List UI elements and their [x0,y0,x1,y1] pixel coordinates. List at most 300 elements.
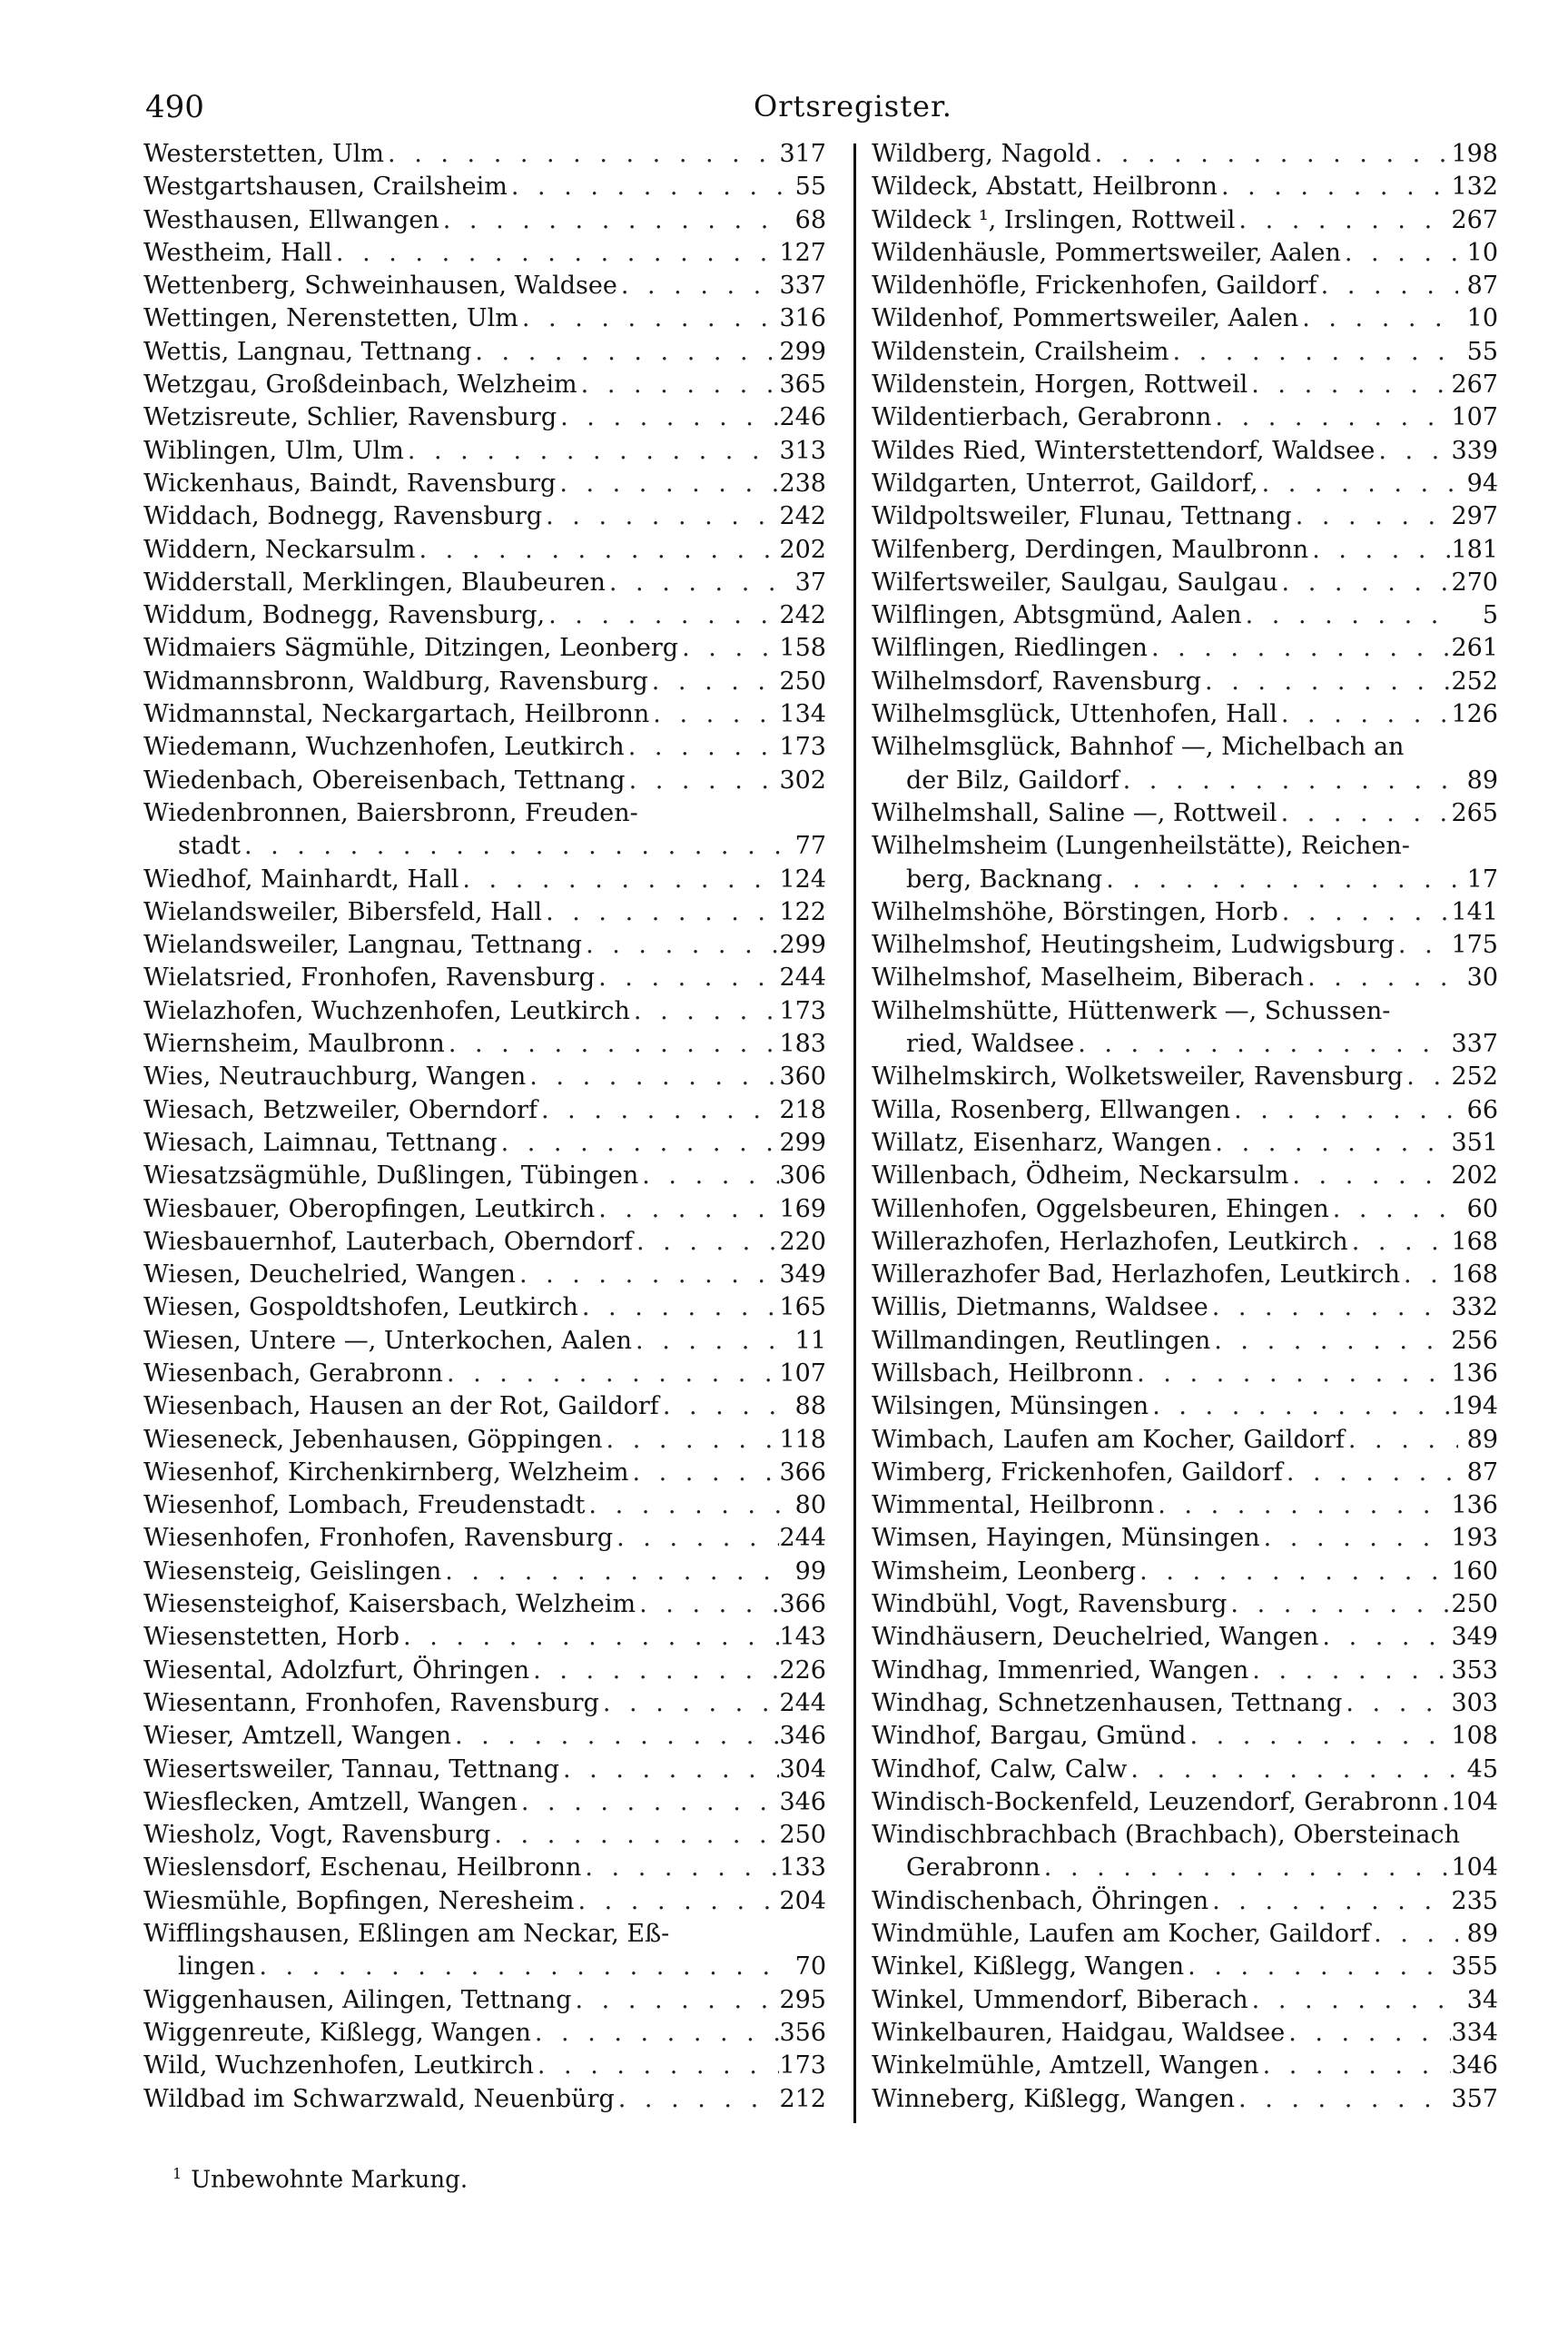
dot-leader [636,1588,779,1621]
entry-page: 250 [1451,1590,1498,1619]
entry-name: Wimbach, Laufen am Kocher, Gaildorf [872,1425,1345,1454]
index-entry [143,1291,826,1324]
dot-leader [1133,1358,1451,1390]
dot-leader [599,1687,780,1720]
index-entry [872,369,1498,401]
dot-leader [439,204,786,237]
index-entry [872,1193,1498,1226]
index-entry [143,962,826,994]
dot-leader [1184,1951,1451,1983]
entry-page: 132 [1451,173,1498,202]
index-entry [872,1786,1498,1819]
entry-page: 126 [1451,700,1498,729]
entry-name: Wiesenbach, Gerabronn [143,1359,443,1388]
dot-leader [1278,896,1452,929]
index-entry [143,731,826,764]
entry-page: 366 [779,1458,826,1487]
entry-name: Wiesatzsägmühle, Dußlingen, Tübingen [143,1161,639,1191]
index-entry [872,1720,1498,1753]
entry-name: Wies, Neutrauchburg, Wangen [143,1062,527,1092]
entry-name: Wimsen, Hayingen, Münsingen [872,1524,1260,1553]
index-entry [143,896,826,929]
index-entry [872,797,1498,830]
dot-leader [1318,1621,1451,1654]
entry-page: 306 [779,1161,826,1191]
dot-leader [508,171,786,203]
entry-page: 242 [779,502,826,531]
dot-leader [545,599,779,632]
index-entry [872,1160,1498,1192]
index-entry [143,1325,826,1358]
index-entry [872,698,1498,731]
entry-name: Wildenhäusle, Pommertsweiler, Aalen [872,238,1341,267]
entry-name: Winneberg, Kißlegg, Wangen [872,2084,1236,2113]
entry-name: Wiesental, Adolzfurt, Öhringen [143,1655,530,1685]
entry-page: 193 [1451,1524,1498,1553]
entry-page: 365 [779,371,826,400]
dot-leader [451,1720,779,1753]
dot-leader [1400,1259,1451,1291]
index-entry [872,1984,1498,2017]
dot-leader [638,1160,779,1192]
entry-page: 165 [779,1293,826,1322]
index-entry [143,1720,826,1753]
dot-leader [516,1259,780,1291]
dot-leader [1259,2050,1452,2082]
entry-name: Willa, Rosenberg, Ellwangen [872,1095,1231,1124]
footnote [173,2165,468,2194]
entry-name: Wilflingen, Abtsgmünd, Aalen [872,601,1242,630]
dot-leader [559,1754,779,1786]
dot-leader [632,1325,786,1358]
entry-name: Wiesholz, Vogt, Ravensburg [143,1821,491,1850]
index-entry [872,1390,1498,1423]
index-entry [143,666,826,698]
index-entry [143,1852,826,1884]
index-column-left [143,138,826,2116]
entry-name: Wilfenberg, Derdingen, Maulbronn [872,535,1309,564]
entry-name: Windmühle, Laufen am Kocher, Gaildorf [872,1920,1371,1949]
index-entry [872,237,1498,270]
index-entry [143,237,826,270]
entry-page: 346 [779,1787,826,1816]
entry-page: 250 [779,667,826,696]
entry-page: 169 [779,1194,826,1223]
dot-leader [531,2017,780,2050]
entry-name: Wild, Wuchzenhofen, Leutkirch [143,2051,534,2080]
entry-name: Widdach, Bodnegg, Ravensburg [143,502,543,531]
dot-leader [1235,204,1451,237]
entry-name: Wildgarten, Unterrot, Gaildorf, [872,469,1258,498]
entry-name-continuation: lingen [178,1952,256,1981]
entry-name: Wiesmühle, Bopfingen, Neresheim [143,1886,575,1915]
entry-page: 302 [779,766,826,795]
index-entry [143,500,826,533]
dot-leader [445,1028,780,1061]
index-entry [143,171,826,203]
entry-page: 244 [779,1524,826,1553]
index-entry [143,1061,826,1093]
dot-leader [1119,765,1458,797]
entry-page: 136 [1451,1491,1498,1520]
entry-name: Wiesenhofen, Fronhofen, Ravensburg [143,1524,614,1553]
entry-page: 134 [779,700,826,729]
dot-leader [628,1457,779,1489]
entry-page: 141 [1451,897,1498,926]
dot-leader [1102,864,1458,896]
index-entry [143,1621,826,1654]
entry-name: Widmannstal, Neckargartach, Heilbronn [143,700,650,729]
entry-name: Wettis, Langnau, Tettnang [143,337,472,366]
entry-name: Winkelmühle, Amtzell, Wangen [872,2051,1259,2080]
dot-leader [1304,962,1458,994]
entry-name: Wildenhöfle, Frickenhofen, Gaildorf [872,272,1317,301]
entry-name: Wildes Ried, Winterstettendorf, Waldsee [872,436,1376,465]
index-entry [872,1457,1498,1489]
dot-leader [595,962,779,994]
entry-name: Widdum, Bodnegg, Ravensburg, [143,601,546,630]
dot-leader [678,632,779,665]
dot-leader [1148,632,1452,665]
index-entry [872,500,1498,533]
entry-name: Wiggenreute, Kißlegg, Wangen [143,2018,531,2047]
index-entry [872,1226,1498,1259]
index-entry [872,435,1498,468]
entry-name: Widmannsbronn, Waldburg, Ravensburg [143,667,648,696]
dot-leader [1317,270,1458,302]
dot-leader [518,302,780,335]
entry-name: Winkel, Ummendorf, Biberach [872,1985,1248,2014]
entry-name: Wiernsheim, Maulbronn [143,1030,445,1059]
index-entry [872,204,1498,237]
dot-leader [1074,1028,1451,1061]
entry-name: Wilhelmshall, Saline —, Rottweil [872,798,1277,827]
entry-page: 55 [1466,337,1498,366]
entry-name: Wilhelmshöhe, Börstingen, Horb [872,897,1278,926]
entry-name: Wildentierbach, Gerabronn [872,403,1212,432]
page-title: Ortsregister. [754,89,952,124]
entry-page: 45 [1466,1754,1498,1784]
entry-name: Windhag, Immenried, Wangen [872,1655,1249,1685]
entry-page: 317 [779,140,826,168]
index-entry [143,698,826,731]
index-entry [143,1226,826,1259]
index-entry-continuation [872,864,1498,896]
dot-leader [459,864,779,896]
footnote-text: Unbewohnte Markung. [191,2166,468,2194]
entry-name: Wiesach, Betzweiler, Oberndorf [143,1095,537,1124]
entry-page: 143 [779,1623,826,1652]
index-entry [872,962,1498,994]
dot-leader [1247,369,1451,401]
index-entry [872,1951,1498,1983]
entry-name-continuation: der Bilz, Gaildorf [906,766,1119,795]
index-entry [872,1588,1498,1621]
entry-page: 261 [1451,634,1498,663]
entry-name: Wiedhof, Mainhardt, Hall [143,865,459,894]
dot-leader [1260,1522,1452,1555]
dot-leader [1211,1127,1451,1160]
dot-leader [1154,1489,1451,1522]
dot-leader [255,1951,786,1983]
dot-leader [534,2050,780,2082]
entry-name: Wettingen, Nerenstetten, Ulm [143,304,518,333]
entry-name: Wielatsried, Fronhofen, Ravensburg [143,964,596,993]
index-entry [872,1358,1498,1390]
index-entry [143,435,826,468]
dot-leader [1277,797,1452,830]
entry-name: Willenbach, Ödheim, Neckarsulm [872,1161,1289,1191]
entry-page: 212 [779,2084,826,2113]
index-entry [872,2083,1498,2116]
entry-name-continuation: berg, Backnang [906,865,1103,894]
index-entry [872,1621,1498,1654]
index-entry [143,369,826,401]
index-entry [143,1028,826,1061]
index-entry [143,1390,826,1423]
entry-page: 265 [1451,798,1498,827]
entry-name: Wilhelmsglück, Uttenhofen, Hall [872,700,1277,729]
entry-name: Windischbrachbach (Brachbach), Obersteinach [872,1821,1460,1850]
dot-leader [542,896,779,929]
entry-name: Windischenbach, Öhringen [872,1886,1209,1915]
entry-name: Wiesflecken, Amtzell, Wangen [143,1787,518,1816]
entry-name: Wildenstein, Crailsheim [872,337,1169,366]
entry-name: Windisch-Bockenfeld, Leuzendorf, Gerabronn [872,1787,1439,1816]
column-divider [853,143,856,2123]
index-entry [143,270,826,302]
entry-page: 104 [1451,1853,1498,1883]
dot-leader [557,401,779,434]
index-entry [872,1522,1498,1555]
dot-leader [1040,1852,1452,1884]
dot-leader [1248,1655,1451,1687]
entry-name: Willerazhofer Bad, Herlazhofen, Leutkirch [872,1260,1401,1290]
index-entry-continuation [872,765,1498,797]
entry-name: Westhausen, Ellwangen [143,205,439,234]
entry-page: 220 [779,1227,826,1256]
entry-name-continuation: ried, Waldsee [906,1030,1075,1059]
entry-name: Wiesertsweiler, Tannau, Tettnang [143,1754,559,1784]
entry-page: 334 [1451,2018,1498,2047]
entry-name: Wildenstein, Horgen, Rottweil [872,371,1248,400]
entry-page: 198 [1451,140,1498,168]
entry-name: Wilhelmsglück, Bahnhof —, Michelbach an [872,733,1405,762]
entry-page: 127 [779,238,826,267]
entry-name: Windbühl, Vogt, Ravensburg [872,1590,1228,1619]
dot-leader [581,1852,779,1884]
index-entry [143,1127,826,1160]
dot-leader [1395,929,1452,962]
entry-page: 94 [1466,469,1498,498]
index-entry [872,336,1498,369]
index-entry [143,1160,826,1192]
index-entry [872,2050,1498,2082]
dot-leader [1201,666,1451,698]
index-entry [143,138,826,171]
entry-page: 11 [794,1326,826,1355]
dot-leader [582,929,779,962]
entry-page: 10 [1466,304,1498,333]
entry-page: 246 [779,403,826,432]
index-entry [143,1885,826,1918]
dot-leader [1230,1094,1458,1127]
entry-name: Wiedemann, Wuchzenhofen, Leutkirch [143,733,625,762]
entry-name: Wielandsweiler, Langnau, Tettnang [143,931,583,960]
entry-page: 299 [779,931,826,960]
index-entry [143,1358,826,1390]
index-entry [872,731,1498,764]
entry-name: Wiesen, Gospoldtshofen, Leutkirch [143,1293,578,1322]
entry-name: Wimmental, Heilbronn [872,1491,1155,1520]
dot-leader [1278,567,1452,599]
entry-name: Wilfertsweiler, Saulgau, Saulgau [872,568,1278,597]
entry-page: 89 [1466,1425,1498,1454]
index-entry [143,1259,826,1291]
entry-page: 250 [779,1821,826,1850]
index-entry [143,797,826,830]
index-entry [872,1291,1498,1324]
entry-name: Wiesach, Laimnau, Tettnang [143,1128,498,1157]
entry-name: Wieseneck, Jebenhausen, Göppingen [143,1425,603,1454]
dot-leader [603,1424,780,1457]
dot-leader [625,731,780,764]
entry-page: 355 [1451,1952,1498,1981]
dot-leader [1218,171,1452,203]
dot-leader [1169,336,1458,369]
index-entry [143,401,826,434]
dot-leader [518,1786,780,1819]
index-entry [143,599,826,632]
index-entry [143,468,826,500]
dot-leader [615,2083,780,2116]
entry-name: Wiesentann, Fronhofen, Ravensburg [143,1688,599,1717]
dot-leader [1438,1786,1451,1819]
entry-page: 108 [1451,1722,1498,1751]
entry-name: Wilsingen, Münsingen [872,1392,1149,1421]
dot-leader [443,1358,780,1390]
entry-page: 107 [779,1359,826,1388]
entry-page: 55 [794,173,826,202]
dot-leader [1210,1325,1451,1358]
index-column-right [872,138,1498,2116]
index-entry [143,632,826,665]
entry-page: 104 [1451,1787,1498,1816]
index-entry [143,1786,826,1819]
index-entry [872,1424,1498,1457]
dot-leader [574,1885,779,1918]
entry-name: Willenhofen, Oggelsbeuren, Ehingen [872,1194,1329,1223]
entry-page: 244 [779,964,826,993]
entry-name: Windhag, Schnetzenhausen, Tettnang [872,1688,1343,1717]
index-entry [143,567,826,599]
entry-page: 194 [1451,1392,1498,1421]
dot-leader [416,534,780,567]
entry-page: 17 [1466,865,1498,894]
entry-name: Wilhelmshof, Maselheim, Biberach [872,964,1305,993]
entry-page: 118 [779,1425,826,1454]
index-entry [872,1127,1498,1160]
entry-page: 68 [794,205,826,234]
dot-leader [1277,698,1452,731]
entry-name: Wiesenhof, Lombach, Freudenstadt [143,1491,586,1520]
dot-leader [1136,1556,1451,1588]
index-entry [872,270,1498,302]
index-entry [872,302,1498,335]
entry-name: Wetzisreute, Schlier, Ravensburg [143,403,557,432]
index-entry [143,1489,826,1522]
index-entry [872,599,1498,632]
dot-leader [498,1127,780,1160]
dot-leader [633,1226,779,1259]
index-entry [143,1424,826,1457]
entry-page: 107 [1451,403,1498,432]
entry-name: Willmandingen, Reutlingen [872,1326,1211,1355]
dot-leader [1298,302,1458,335]
entry-name-continuation: stadt [178,832,241,861]
index-entry [143,864,826,896]
index-entry [143,2050,826,2082]
entry-page: 70 [794,1952,826,1981]
index-entry [872,567,1498,599]
index-entry [872,1489,1498,1522]
entry-page: 332 [1451,1293,1498,1322]
entry-name: Wildeck, Abstatt, Heilbronn [872,173,1218,202]
dot-leader [399,1621,779,1654]
entry-page: 133 [779,1853,826,1883]
entry-name: Wiblingen, Ulm, Ulm [143,436,404,465]
index-entry [872,1259,1498,1291]
dot-leader [648,666,780,698]
entry-name: Wieser, Amtzell, Wangen [143,1722,451,1751]
entry-page: 346 [1451,2051,1498,2080]
index-entry [872,1885,1498,1918]
index-entry [872,896,1498,929]
dot-leader [613,1522,779,1555]
dot-leader [1208,1291,1452,1324]
entry-page: 349 [1451,1623,1498,1652]
entry-name: Wickenhaus, Baindt, Ravensburg [143,469,557,498]
entry-name: Willsbach, Heilbronn [872,1359,1134,1388]
entry-page: 88 [794,1392,826,1421]
dot-leader [571,1984,779,2017]
dot-leader [542,500,779,533]
entry-page: 66 [1466,1095,1498,1124]
dot-leader [332,237,780,270]
entry-name: Wiesbauer, Oberopfingen, Leutkirch [143,1194,596,1223]
index-entry [872,830,1498,863]
entry-page: 160 [1451,1556,1498,1586]
index-entry-continuation [872,1852,1498,1884]
index-entry [143,1655,826,1687]
index-entry [872,1094,1498,1127]
entry-name: Wiesenstetten, Horb [143,1623,400,1652]
index-entry [143,1457,826,1489]
entry-page: 89 [1466,1920,1498,1949]
index-entry [872,1556,1498,1588]
entry-page: 256 [1451,1326,1498,1355]
index-entry [143,1819,826,1852]
index-entry [143,534,826,567]
entry-page: 226 [779,1655,826,1685]
index-entry [143,1687,826,1720]
entry-page: 136 [1451,1359,1498,1388]
entry-name: Wiesbauernhof, Lauterbach, Oberndorf [143,1227,633,1256]
dot-leader [384,138,779,171]
index-entry-continuation [143,830,826,863]
entry-page: 299 [779,1128,826,1157]
index-entry [143,1556,826,1588]
